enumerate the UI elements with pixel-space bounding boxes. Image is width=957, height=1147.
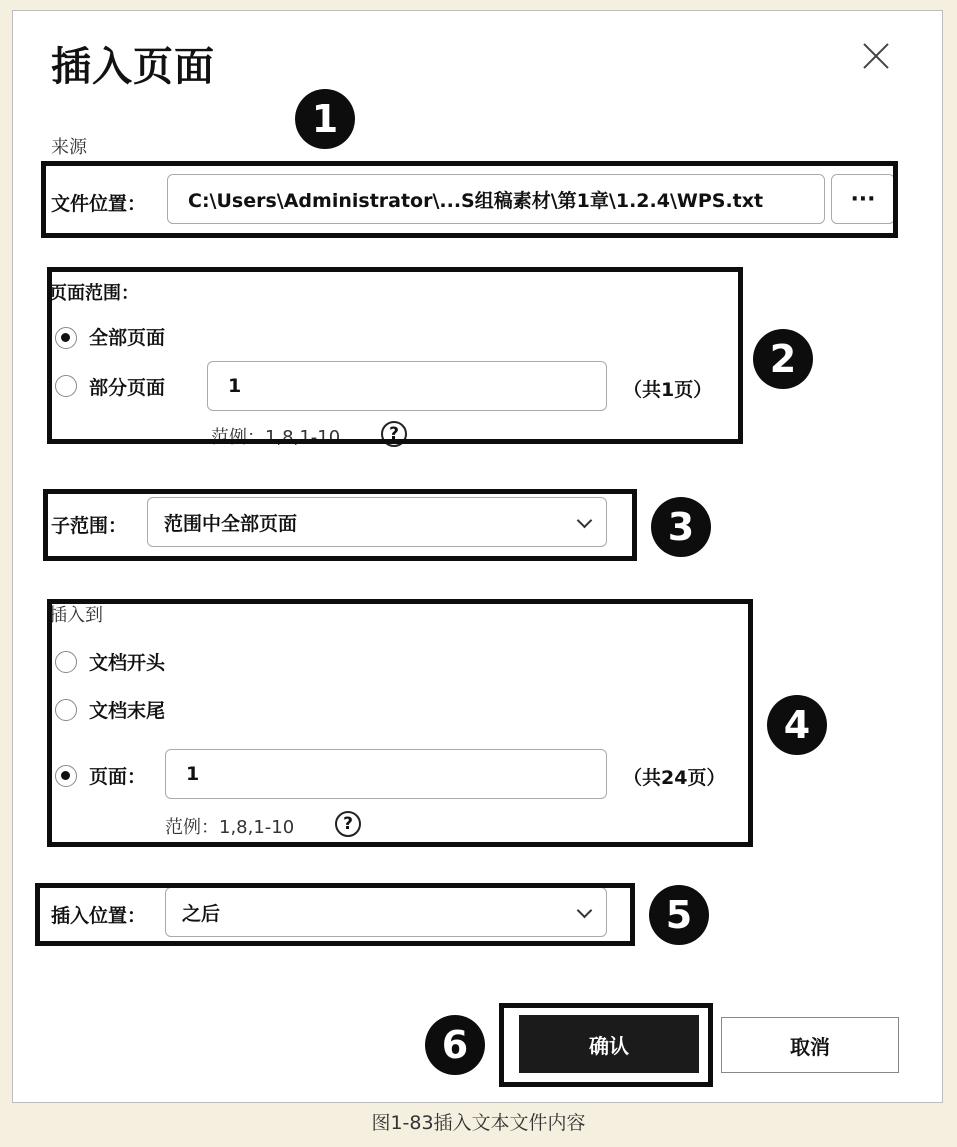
file-location-label: 文件位置：: [51, 193, 147, 215]
highlight-frame-1: [41, 161, 898, 238]
page-range-label: 页面范围：: [49, 283, 139, 304]
step-badge-2: 2: [753, 329, 813, 389]
partial-pages-value: 1: [228, 375, 242, 397]
step-badge-5: 5: [649, 885, 709, 945]
insert-position-value: 之后: [182, 902, 221, 925]
figure-caption: 图1-83插入文本文件内容: [371, 1112, 586, 1134]
insert-page-value: 1: [186, 763, 200, 785]
step-badge-6: 6: [425, 1015, 485, 1075]
sub-range-label: 子范围：: [51, 515, 128, 537]
file-location-value: C:\Users\Administrator\...S组稿素材\第1章\1.2.4\WPS.txt: [188, 189, 764, 212]
confirm-button[interactable]: 确认: [519, 1015, 699, 1073]
insert-position-label: 插入位置：: [51, 905, 147, 927]
page-range-total: （共1页）: [623, 379, 713, 401]
doc-end-label: 文档末尾: [89, 700, 166, 722]
insert-to-example: 范例：1,8,1-10: [165, 817, 295, 838]
dialog-title: 插入页面: [51, 44, 215, 90]
insert-pages-dialog: [12, 10, 943, 1103]
page-range-example: 范例：1,8,1-10: [211, 427, 341, 448]
step-badge-4: 4: [767, 695, 827, 755]
sub-range-value: 范围中全部页面: [164, 512, 298, 535]
step-badge-1: 1: [295, 89, 355, 149]
all-pages-label: 全部页面: [89, 327, 166, 349]
highlight-frame-3: [43, 489, 637, 561]
highlight-frame-5: [35, 883, 635, 946]
highlight-frame-4: [47, 599, 753, 847]
doc-start-label: 文档开头: [89, 652, 166, 674]
help-icon[interactable]: ?: [381, 421, 407, 447]
highlight-frame-2: [47, 267, 743, 444]
insert-to-total: （共24页）: [623, 767, 726, 789]
source-label: 来源: [51, 137, 87, 158]
close-icon[interactable]: [861, 41, 891, 71]
browse-button[interactable]: ···: [831, 174, 895, 224]
page-label: 页面：: [89, 766, 147, 788]
step-badge-3: 3: [651, 497, 711, 557]
help-icon[interactable]: ?: [335, 811, 361, 837]
highlight-frame-6: [499, 1003, 713, 1087]
partial-pages-label: 部分页面: [89, 377, 166, 399]
insert-to-label: 插入到: [49, 605, 103, 626]
cancel-button[interactable]: 取消: [721, 1017, 899, 1073]
